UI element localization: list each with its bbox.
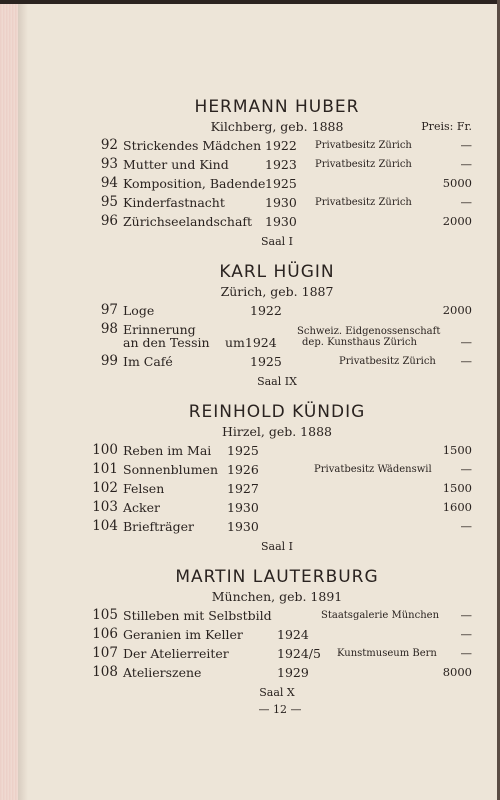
catalog-entry	[82, 625, 472, 644]
entry-year: 1926	[227, 462, 259, 477]
entry-number: 103	[92, 499, 118, 515]
entry-owner: Kunstmuseum Bern	[337, 648, 437, 659]
catalog-entry	[82, 301, 472, 320]
catalog-entry	[82, 479, 472, 498]
entry-owner: Privatbesitz Zürich	[339, 356, 436, 367]
catalog-content	[82, 96, 472, 712]
entry-year: 1930	[227, 500, 259, 515]
entry-owner: Staatsgalerie München	[321, 610, 440, 621]
gallery-room: Saal X	[259, 686, 295, 699]
entry-number: 96	[100, 213, 118, 229]
entry-price: —	[460, 646, 472, 660]
entry-owner-continued: dep. Kunsthaus Zürich	[302, 337, 417, 348]
artist-name: KARL HÜGIN	[219, 262, 335, 282]
entry-number: 108	[92, 664, 118, 680]
entry-owner: Privatbesitz Wädenswil	[314, 464, 432, 475]
entry-price: —	[460, 462, 472, 476]
price-column-label: Preis: Fr.	[421, 120, 472, 133]
entry-number: 107	[92, 645, 118, 661]
entry-title: Geranien im Keller	[123, 627, 243, 642]
artist-name: REINHOLD KÜNDIG	[188, 402, 366, 422]
catalog-entry	[82, 193, 472, 212]
entry-price: —	[460, 519, 472, 533]
entry-number: 102	[92, 480, 118, 496]
entry-year: 1930	[265, 214, 297, 229]
entry-number: 97	[100, 302, 118, 318]
entry-year: 1925	[227, 443, 259, 458]
entry-year: 1922	[250, 303, 282, 318]
entry-title: Briefträger	[123, 519, 195, 534]
artist-name: MARTIN LAUTERBURG	[175, 567, 379, 587]
entry-price: —	[460, 608, 472, 622]
entry-price: —	[460, 335, 472, 349]
entry-title: Loge	[123, 303, 155, 318]
catalog-entry	[82, 517, 472, 536]
artist-birth-info: Hirzel, geb. 1888	[222, 424, 332, 439]
entry-title: Erinnerung	[123, 322, 196, 337]
entry-number: 93	[100, 156, 118, 172]
entry-price: 8000	[442, 665, 472, 679]
catalog-entry	[82, 155, 472, 174]
catalog-entry	[82, 606, 472, 625]
entry-number: 94	[100, 175, 118, 191]
gallery-room: Saal I	[260, 540, 293, 553]
catalog-entry	[82, 460, 472, 479]
gallery-room: Saal I	[260, 235, 293, 248]
artist-birth-info: München, geb. 1891	[211, 589, 343, 604]
gallery-room: Saal IX	[257, 375, 297, 388]
entry-price: 1500	[442, 443, 472, 457]
entry-title: Kinderfastnacht	[123, 195, 225, 210]
entry-year: 1925	[265, 176, 297, 191]
entry-year: 1927	[227, 481, 259, 496]
entry-number: 106	[92, 626, 118, 642]
artist-birth-info: Kilchberg, geb. 1888	[210, 119, 344, 134]
artist-section-huber	[82, 96, 472, 251]
entry-year: 1930	[227, 519, 259, 534]
artist-section-huegin	[82, 261, 472, 391]
entry-year: 1923	[265, 157, 297, 172]
entry-title: Atelierszene	[123, 665, 202, 680]
entry-owner: Privatbesitz Zürich	[315, 159, 412, 170]
entry-owner: Schweiz. Eidgenossenschaft	[297, 326, 441, 337]
entry-title: Der Atelierreiter	[123, 646, 229, 661]
entry-year: 1922	[265, 138, 297, 153]
entry-number: 104	[92, 518, 118, 534]
entry-number: 101	[92, 461, 118, 477]
entry-title: Komposition, Badende	[123, 176, 266, 191]
entry-price: —	[460, 157, 472, 171]
entry-year: 1924/5	[277, 646, 321, 661]
entry-title: Mutter und Kind	[123, 157, 229, 172]
catalog-entry	[82, 212, 472, 231]
entry-number: 92	[100, 137, 118, 153]
entry-title: Im Café	[123, 354, 173, 369]
entry-title: Stilleben mit Selbstbild	[123, 608, 272, 623]
entry-price: 5000	[442, 176, 472, 190]
entry-year: 1930	[265, 195, 297, 210]
entry-price: —	[460, 354, 472, 368]
entry-number: 99	[100, 353, 118, 369]
entry-price: 1500	[442, 481, 472, 495]
artist-info	[82, 118, 472, 136]
catalog-entry	[82, 441, 472, 460]
catalog-entry	[82, 663, 472, 682]
entry-year: 1924	[277, 627, 309, 642]
entry-number: 105	[92, 607, 118, 623]
entry-price: —	[460, 138, 472, 152]
artist-info	[82, 423, 472, 441]
entry-price: 2000	[442, 303, 472, 317]
entry-owner: Privatbesitz Zürich	[315, 140, 412, 151]
artist-info	[82, 588, 472, 606]
entry-price: —	[460, 195, 472, 209]
entry-number: 95	[100, 194, 118, 210]
entry-title: Strickendes Mädchen	[123, 138, 262, 153]
artist-birth-info: Zürich, geb. 1887	[220, 284, 334, 299]
entry-price: —	[460, 627, 472, 641]
catalog-entry	[82, 320, 472, 352]
artist-section-lauterburg	[82, 566, 472, 702]
entry-title: Zürichseelandschaft	[123, 214, 253, 229]
page-fore-edge	[0, 0, 18, 800]
entry-year: 1925	[250, 354, 282, 369]
catalog-entry	[82, 498, 472, 517]
entry-title: Felsen	[123, 481, 165, 496]
binding-shadow	[18, 0, 28, 800]
top-border	[0, 0, 500, 4]
catalog-entry	[82, 136, 472, 155]
catalog-entry	[82, 644, 472, 663]
entry-number: 98	[100, 321, 118, 337]
entry-year: 1929	[277, 665, 309, 680]
page-number: — 12 —	[258, 703, 302, 716]
artist-section-kuendig	[82, 401, 472, 556]
entry-year: um1924	[225, 335, 277, 350]
entry-title: Reben im Mai	[123, 443, 212, 458]
artist-info	[82, 283, 472, 301]
catalog-entry	[82, 174, 472, 193]
artist-name: HERMANN HUBER	[194, 97, 360, 117]
entry-title-continued: an den Tessin	[123, 335, 210, 350]
entry-title: Sonnenblumen	[123, 462, 218, 477]
catalog-entry	[82, 352, 472, 371]
entry-owner: Privatbesitz Zürich	[315, 197, 412, 208]
entry-price: 2000	[442, 214, 472, 228]
entry-number: 100	[92, 442, 118, 458]
entry-price: 1600	[442, 500, 472, 514]
entry-title: Acker	[123, 500, 160, 515]
